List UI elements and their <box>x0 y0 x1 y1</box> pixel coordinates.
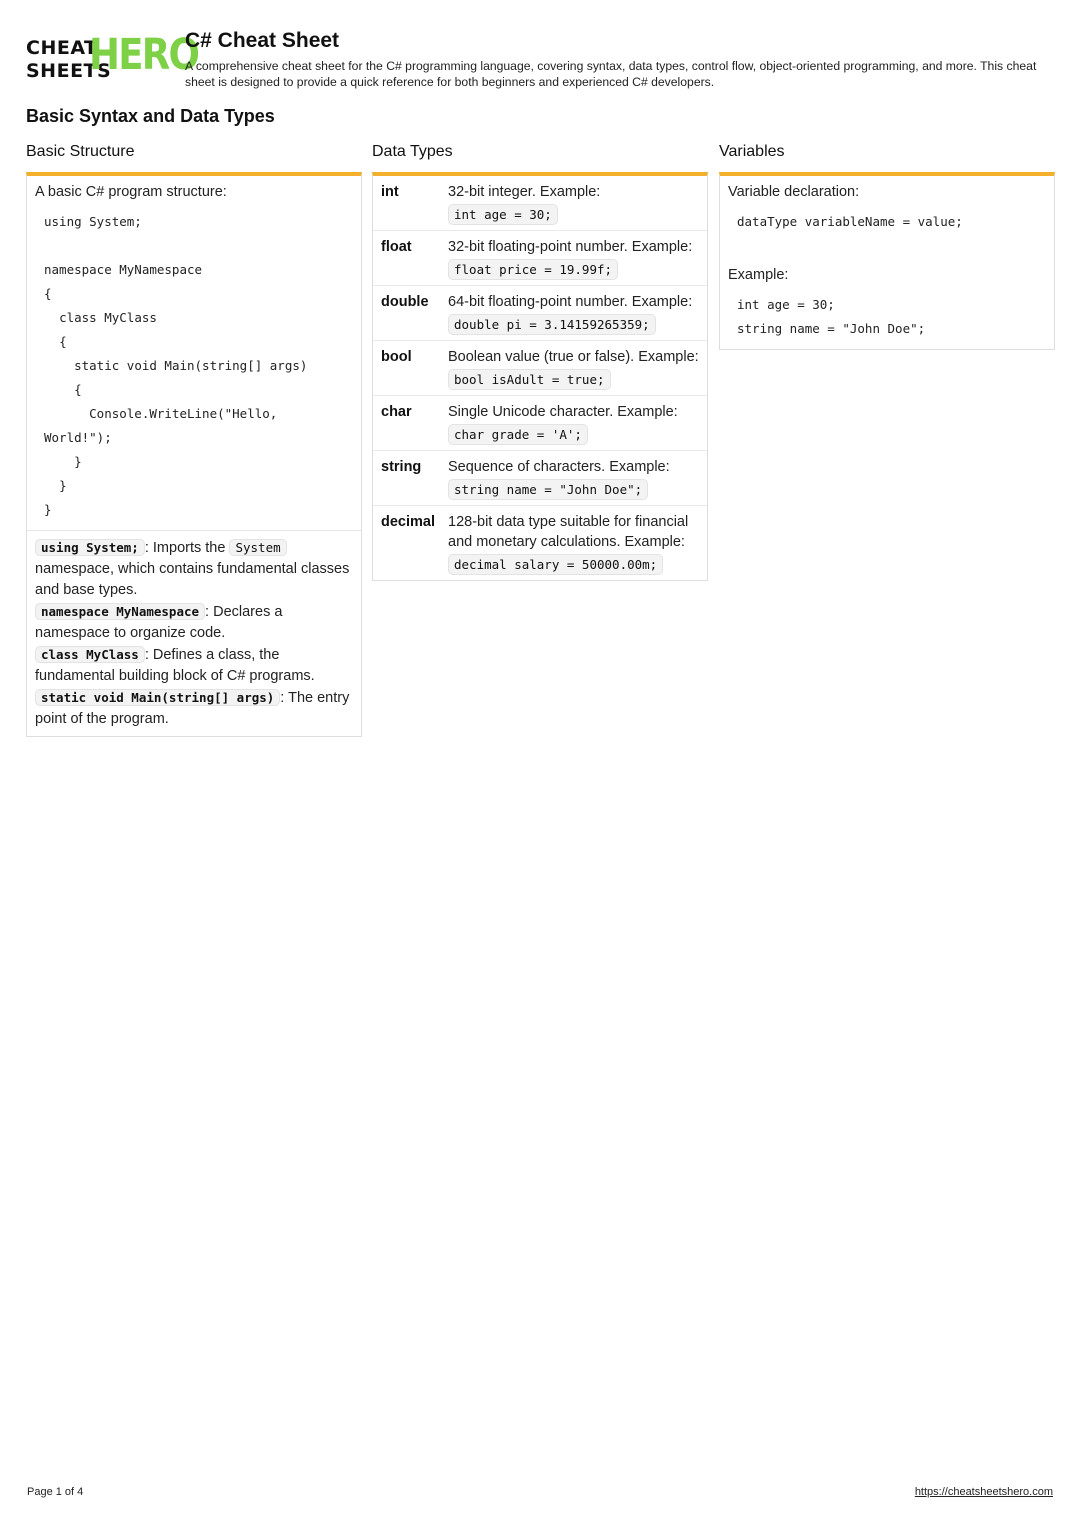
type-name: float <box>381 239 412 255</box>
type-desc-text: 32-bit integer. Example: <box>448 184 601 200</box>
type-description <box>448 512 699 575</box>
page-number: Page 1 of 4 <box>27 1486 84 1498</box>
note-code: using System; <box>35 539 145 556</box>
header <box>26 28 1054 92</box>
basic-structure-card <box>26 172 362 737</box>
type-desc-text: 32-bit floating-point number. Example: <box>448 239 693 255</box>
type-description <box>448 182 699 225</box>
type-name: double <box>381 294 429 310</box>
type-desc-text: Boolean value (true or false). Example: <box>448 349 699 365</box>
type-desc-text: 128-bit data type suitable for financial and monetary calculations. Example: <box>448 514 689 550</box>
variables-column <box>719 142 1055 350</box>
cheatsheetshero-logo[interactable] <box>26 30 199 86</box>
note-main <box>35 687 353 730</box>
title-block <box>185 28 1054 90</box>
type-example: decimal salary = 50000.00m; <box>448 554 663 575</box>
note-text: : The entry point of the program. <box>35 690 350 727</box>
note-using <box>35 537 353 601</box>
type-example: string name = "John Doe"; <box>448 479 648 500</box>
note-class <box>35 644 353 687</box>
type-example: double pi = 3.14159265359; <box>448 314 656 335</box>
note-namespace <box>35 601 353 644</box>
type-name: bool <box>381 349 412 365</box>
table-row <box>373 286 707 341</box>
type-name: string <box>381 459 422 475</box>
logo-line-2: SHEETS <box>26 60 112 82</box>
logo-brand: HERO <box>89 30 199 80</box>
basic-structure-title: Basic Structure <box>26 143 135 160</box>
basic-structure-code: using System; namespace MyNamespace { class MyClass { static void Main(string[] args) { Console.WriteLine("Hello, World!"); } } } <box>44 214 308 517</box>
data-types-column <box>372 142 708 581</box>
type-example: int age = 30; <box>448 204 558 225</box>
type-desc-text: Single Unicode character. Example: <box>448 404 678 420</box>
type-name: int <box>381 184 399 200</box>
section-title: Basic Syntax and Data Types <box>26 106 275 126</box>
type-example: bool isAdult = true; <box>448 369 611 390</box>
variables-example-code: int age = 30; string name = "John Doe"; <box>737 297 926 336</box>
variables-example-label: Example: <box>728 267 789 283</box>
variables-title: Variables <box>719 143 785 160</box>
table-row <box>373 341 707 396</box>
note-text: : Defines a class, the fundamental building block of C# programs. <box>35 647 315 684</box>
type-description <box>448 237 699 280</box>
basic-structure-column <box>26 142 362 737</box>
type-description <box>448 457 699 500</box>
note-inline-code: System <box>229 539 286 556</box>
type-desc-text: Sequence of characters. Example: <box>448 459 670 475</box>
variables-card <box>719 172 1055 350</box>
type-name: decimal <box>381 514 435 530</box>
variables-intro: Variable declaration: <box>728 184 860 200</box>
note-text: : Declares a namespace to organize code. <box>35 604 283 641</box>
type-name: char <box>381 404 412 420</box>
table-row <box>373 451 707 506</box>
note-code: static void Main(string[] args) <box>35 689 280 706</box>
variables-decl-code: dataType variableName = value; <box>737 214 963 229</box>
note-code: class MyClass <box>35 646 145 663</box>
note-text: namespace, which contains fundamental classes and base types. <box>35 561 350 598</box>
page-description: A comprehensive cheat sheet for the C# programming language, covering syntax, data types, control flow, object-oriented programming, and more. This cheat sheet is designed to provide a quick reference for both beginners and experienced C# developers. <box>185 59 1037 89</box>
data-types-table <box>372 172 708 581</box>
type-example: float price = 19.99f; <box>448 259 618 280</box>
basic-structure-intro: A basic C# program structure: <box>35 184 227 200</box>
data-types-title: Data Types <box>372 143 453 160</box>
type-description <box>448 402 699 445</box>
note-text: : Imports the <box>144 540 230 556</box>
type-example: char grade = 'A'; <box>448 424 588 445</box>
site-link[interactable]: https://cheatsheetshero.com <box>914 1486 1053 1498</box>
basic-structure-notes <box>27 530 361 736</box>
type-desc-text: 64-bit floating-point number. Example: <box>448 294 693 310</box>
table-row <box>373 231 707 286</box>
page-title: C# Cheat Sheet <box>185 29 340 52</box>
table-row <box>373 506 707 580</box>
note-code: namespace MyNamespace <box>35 603 205 620</box>
type-description <box>448 347 699 390</box>
logo-line-1: CHEAT <box>26 37 98 59</box>
table-row <box>373 176 707 231</box>
table-row <box>373 396 707 451</box>
type-description <box>448 292 699 335</box>
